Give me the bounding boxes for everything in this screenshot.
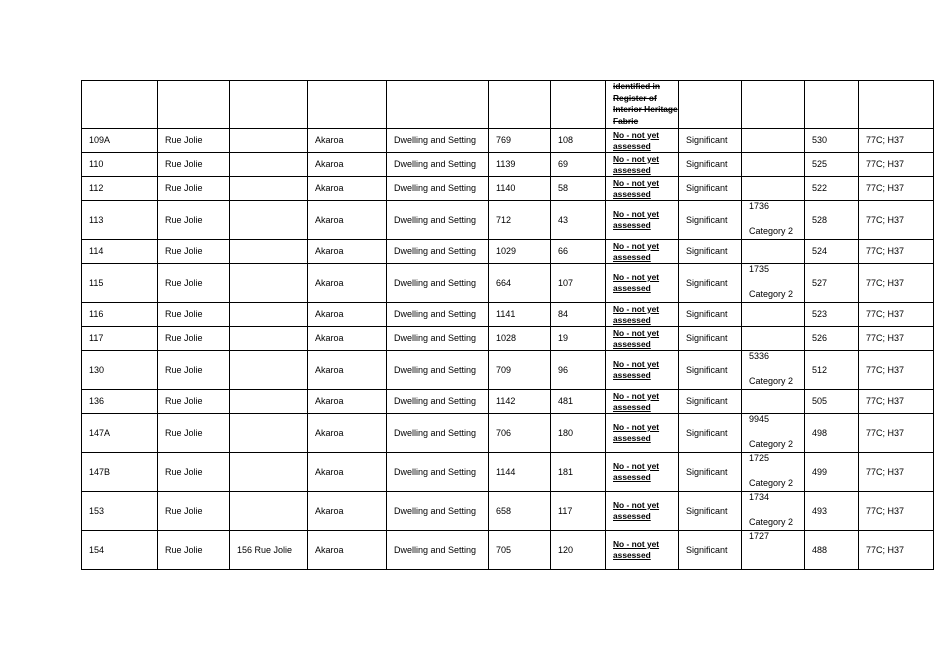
cell-ref: 530 [805, 129, 859, 153]
cell-ref: 488 [805, 531, 859, 570]
cell-item: Dwelling and Setting [387, 351, 489, 390]
cell-value-a: 658 [489, 492, 551, 531]
cell-item: Dwelling and Setting [387, 453, 489, 492]
cell-map: 77C; H37 [859, 492, 934, 531]
cell-street: Rue Jolie [158, 492, 230, 531]
cell-street: Rue Jolie [158, 264, 230, 303]
cell-locality: Akaroa [308, 351, 387, 390]
cell-interior-assessment [606, 303, 679, 327]
cell-interior-assessment [606, 177, 679, 201]
cell-ref: 493 [805, 492, 859, 531]
cell-address [230, 492, 308, 531]
cell-item: Dwelling and Setting [387, 390, 489, 414]
cell-category [742, 351, 805, 390]
cell-locality: Akaroa [308, 414, 387, 453]
header-cell [859, 81, 934, 129]
cell-address [230, 303, 308, 327]
cell-interior-assessment [606, 327, 679, 351]
cell-street: Rue Jolie [158, 240, 230, 264]
cell-value-b: 117 [551, 492, 606, 531]
cell-interior-assessment [606, 153, 679, 177]
cell-category [742, 453, 805, 492]
table-row [82, 351, 934, 390]
cell-street: Rue Jolie [158, 327, 230, 351]
interior-assessment-text: No - not yet assessed [613, 153, 660, 175]
cell-interior-assessment [606, 531, 679, 570]
cell-address [230, 390, 308, 414]
cell-street: Rue Jolie [158, 177, 230, 201]
cell-value-a: 706 [489, 414, 551, 453]
cell-map: 77C; H37 [859, 177, 934, 201]
cell-id: 113 [82, 201, 158, 240]
cell-id: 147B [82, 453, 158, 492]
cell-significance: Significant [679, 264, 742, 303]
header-cell [742, 81, 805, 129]
cell-locality: Akaroa [308, 240, 387, 264]
table-row [82, 303, 934, 327]
cell-map: 77C; H37 [859, 390, 934, 414]
cell-id: 147A [82, 414, 158, 453]
cell-category [742, 327, 805, 351]
cell-id: 112 [82, 177, 158, 201]
cell-address [230, 414, 308, 453]
cell-id: 110 [82, 153, 158, 177]
cell-item: Dwelling and Setting [387, 201, 489, 240]
cell-ref: 523 [805, 303, 859, 327]
cell-locality: Akaroa [308, 492, 387, 531]
cell-interior-assessment [606, 264, 679, 303]
cell-significance: Significant [679, 240, 742, 264]
cell-category [742, 201, 805, 240]
cell-category [742, 264, 805, 303]
cell-ref: 528 [805, 201, 859, 240]
cell-value-a: 709 [489, 351, 551, 390]
cell-address [230, 453, 308, 492]
cell-ref: 505 [805, 390, 859, 414]
cell-category [742, 414, 805, 453]
cell-map: 77C; H37 [859, 453, 934, 492]
cell-category [742, 153, 805, 177]
category-label: Category 2 [749, 439, 794, 449]
category-label: Category 2 [749, 478, 794, 488]
cell-significance: Significant [679, 177, 742, 201]
table-row [82, 129, 934, 153]
cell-locality: Akaroa [308, 531, 387, 570]
cell-item: Dwelling and Setting [387, 129, 489, 153]
cell-value-a: 1141 [489, 303, 551, 327]
cell-value-a: 1140 [489, 177, 551, 201]
cell-locality: Akaroa [308, 201, 387, 240]
cell-significance: Significant [679, 153, 742, 177]
cell-address: 156 Rue Jolie [230, 531, 308, 570]
table-header-row [82, 81, 934, 129]
cell-map: 77C; H37 [859, 414, 934, 453]
interior-assessment-text: No - not yet assessed [613, 177, 660, 199]
cell-ref: 526 [805, 327, 859, 351]
interior-assessment-text: No - not yet assessed [613, 327, 660, 349]
header-cell [230, 81, 308, 129]
header-cell-interior-heritage [606, 81, 679, 129]
cell-value-b: 58 [551, 177, 606, 201]
cell-item: Dwelling and Setting [387, 327, 489, 351]
cell-street: Rue Jolie [158, 201, 230, 240]
cell-map: 77C; H37 [859, 531, 934, 570]
cell-category [742, 303, 805, 327]
cell-ref: 527 [805, 264, 859, 303]
interior-assessment-text: No - not yet assessed [613, 129, 660, 151]
cell-value-b: 19 [551, 327, 606, 351]
cell-street: Rue Jolie [158, 531, 230, 570]
cell-interior-assessment [606, 492, 679, 531]
cell-value-a: 712 [489, 201, 551, 240]
cell-ref: 525 [805, 153, 859, 177]
heritage-schedule-table [81, 80, 934, 570]
cell-street: Rue Jolie [158, 414, 230, 453]
table-row [82, 240, 934, 264]
cell-category [742, 240, 805, 264]
interior-assessment-text: No - not yet assessed [613, 461, 660, 482]
cell-significance: Significant [679, 414, 742, 453]
cell-value-a: 1139 [489, 153, 551, 177]
cell-value-a: 664 [489, 264, 551, 303]
cell-item: Dwelling and Setting [387, 414, 489, 453]
cell-locality: Akaroa [308, 153, 387, 177]
cell-significance: Significant [679, 390, 742, 414]
cell-street: Rue Jolie [158, 390, 230, 414]
category-number: 5336 [749, 351, 770, 361]
interior-assessment-text: No - not yet assessed [613, 209, 660, 230]
cell-category [742, 492, 805, 531]
category-number: 1736 [749, 201, 770, 211]
cell-address [230, 201, 308, 240]
cell-category [742, 177, 805, 201]
interior-assessment-text: No - not yet assessed [613, 303, 660, 325]
cell-value-b: 107 [551, 264, 606, 303]
cell-value-b: 69 [551, 153, 606, 177]
cell-id: 117 [82, 327, 158, 351]
table-row [82, 531, 934, 570]
table-row [82, 264, 934, 303]
cell-map: 77C; H37 [859, 351, 934, 390]
cell-id: 116 [82, 303, 158, 327]
cell-id: 115 [82, 264, 158, 303]
cell-interior-assessment [606, 240, 679, 264]
cell-item: Dwelling and Setting [387, 264, 489, 303]
header-cell [551, 81, 606, 129]
cell-address [230, 129, 308, 153]
cell-map: 77C; H37 [859, 129, 934, 153]
category-label: Category 2 [749, 289, 794, 299]
cell-value-b: 481 [551, 390, 606, 414]
cell-locality: Akaroa [308, 390, 387, 414]
cell-ref: 512 [805, 351, 859, 390]
header-cell [82, 81, 158, 129]
category-number: 1727 [749, 531, 770, 541]
cell-address [230, 327, 308, 351]
cell-value-b: 66 [551, 240, 606, 264]
cell-map: 77C; H37 [859, 240, 934, 264]
cell-map: 77C; H37 [859, 153, 934, 177]
cell-locality: Akaroa [308, 327, 387, 351]
cell-interior-assessment [606, 390, 679, 414]
header-cell [387, 81, 489, 129]
cell-ref: 498 [805, 414, 859, 453]
cell-interior-assessment [606, 453, 679, 492]
cell-significance: Significant [679, 531, 742, 570]
cell-value-a: 705 [489, 531, 551, 570]
cell-map: 77C; H37 [859, 201, 934, 240]
category-number: 9945 [749, 414, 770, 424]
cell-significance: Significant [679, 129, 742, 153]
table-row [82, 201, 934, 240]
cell-value-a: 1029 [489, 240, 551, 264]
cell-id: 136 [82, 390, 158, 414]
header-cell [308, 81, 387, 129]
cell-address [230, 153, 308, 177]
cell-category [742, 129, 805, 153]
cell-ref: 522 [805, 177, 859, 201]
table-row [82, 390, 934, 414]
cell-category [742, 531, 805, 570]
cell-map: 77C; H37 [859, 264, 934, 303]
cell-value-b: 43 [551, 201, 606, 240]
cell-item: Dwelling and Setting [387, 492, 489, 531]
cell-ref: 499 [805, 453, 859, 492]
table-row [82, 453, 934, 492]
cell-category [742, 390, 805, 414]
cell-significance: Significant [679, 327, 742, 351]
table-row [82, 153, 934, 177]
category-number: 1735 [749, 264, 770, 274]
cell-locality: Akaroa [308, 129, 387, 153]
cell-interior-assessment [606, 129, 679, 153]
header-cell [679, 81, 742, 129]
cell-id: 154 [82, 531, 158, 570]
cell-street: Rue Jolie [158, 153, 230, 177]
interior-assessment-text: No - not yet assessed [613, 272, 660, 293]
cell-address [230, 264, 308, 303]
cell-ref: 524 [805, 240, 859, 264]
cell-id: 130 [82, 351, 158, 390]
cell-significance: Significant [679, 453, 742, 492]
table-row [82, 327, 934, 351]
interior-assessment-text: No - not yet assessed [613, 390, 660, 412]
cell-value-b: 96 [551, 351, 606, 390]
cell-street: Rue Jolie [158, 351, 230, 390]
cell-value-b: 84 [551, 303, 606, 327]
category-number: 1734 [749, 492, 770, 502]
cell-interior-assessment [606, 201, 679, 240]
category-label: Category 2 [749, 517, 794, 527]
table-row [82, 492, 934, 531]
cell-value-b: 180 [551, 414, 606, 453]
cell-value-b: 120 [551, 531, 606, 570]
cell-locality: Akaroa [308, 453, 387, 492]
cell-locality: Akaroa [308, 177, 387, 201]
cell-locality: Akaroa [308, 303, 387, 327]
interior-assessment-text: No - not yet assessed [613, 240, 660, 262]
cell-item: Dwelling and Setting [387, 303, 489, 327]
cell-significance: Significant [679, 351, 742, 390]
interior-assessment-text: No - not yet assessed [613, 359, 660, 380]
cell-value-a: 1142 [489, 390, 551, 414]
cell-address [230, 351, 308, 390]
header-cell [489, 81, 551, 129]
cell-item: Dwelling and Setting [387, 153, 489, 177]
cell-significance: Significant [679, 492, 742, 531]
cell-street: Rue Jolie [158, 129, 230, 153]
cell-item: Dwelling and Setting [387, 177, 489, 201]
cell-map: 77C; H37 [859, 327, 934, 351]
cell-id: 114 [82, 240, 158, 264]
cell-id: 153 [82, 492, 158, 531]
cell-value-b: 108 [551, 129, 606, 153]
table-row [82, 177, 934, 201]
cell-street: Rue Jolie [158, 453, 230, 492]
table-row [82, 414, 934, 453]
header-cell [805, 81, 859, 129]
cell-interior-assessment [606, 414, 679, 453]
interior-assessment-text: No - not yet assessed [613, 539, 660, 560]
interior-assessment-text: No - not yet assessed [613, 500, 660, 521]
interior-heritage-header-text: identified in Register of Interior Heritage Fabric [613, 81, 678, 126]
category-number: 1725 [749, 453, 770, 463]
cell-significance: Significant [679, 303, 742, 327]
cell-value-a: 1028 [489, 327, 551, 351]
cell-item: Dwelling and Setting [387, 531, 489, 570]
cell-address [230, 240, 308, 264]
cell-map: 77C; H37 [859, 303, 934, 327]
cell-id: 109A [82, 129, 158, 153]
cell-address [230, 177, 308, 201]
cell-locality: Akaroa [308, 264, 387, 303]
category-label: Category 2 [749, 376, 794, 386]
category-label: Category 2 [749, 226, 794, 236]
cell-significance: Significant [679, 201, 742, 240]
cell-value-a: 769 [489, 129, 551, 153]
cell-street: Rue Jolie [158, 303, 230, 327]
cell-value-a: 1144 [489, 453, 551, 492]
cell-item: Dwelling and Setting [387, 240, 489, 264]
cell-value-b: 181 [551, 453, 606, 492]
interior-assessment-text: No - not yet assessed [613, 422, 660, 443]
header-cell [158, 81, 230, 129]
cell-interior-assessment [606, 351, 679, 390]
